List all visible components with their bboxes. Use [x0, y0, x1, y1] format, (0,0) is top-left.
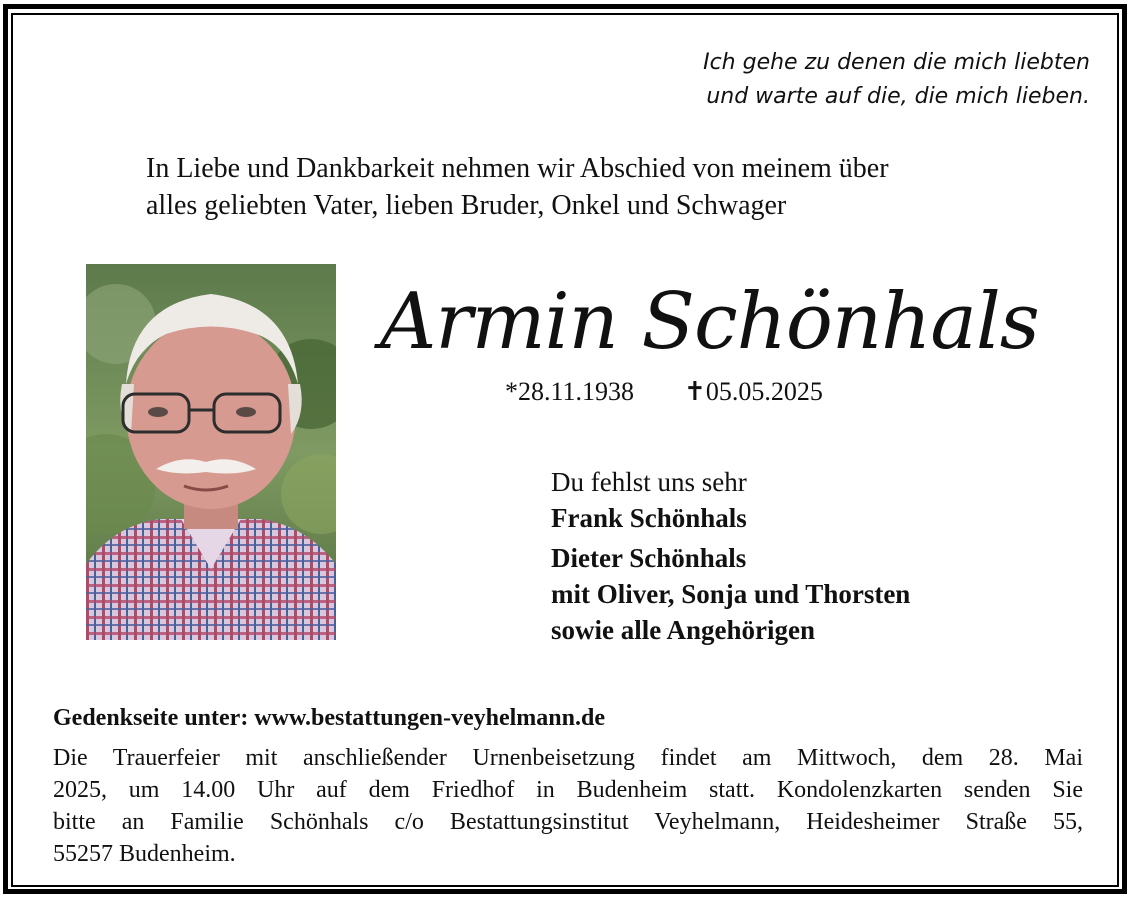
intro-line-1: In Liebe und Dankbarkeit nehmen wir Abschied von meinem über [146, 153, 889, 184]
memorial-page-link: Gedenkseite unter: www.bestattungen-veyhelmann.de [53, 705, 605, 731]
intro-text [146, 150, 1046, 224]
motto-line-2: und warte auf die, die mich lieben. [706, 84, 1090, 109]
service-line-4: 55257 Budenheim. [53, 841, 236, 867]
deceased-name: Armin Schönhals [380, 277, 1039, 367]
life-dates [505, 376, 823, 408]
service-line-1: Die Trauerfeier mit anschließender Urnenbeisetzung findet am Mittwoch, dem 28. Mai [53, 745, 1083, 771]
motto-line-1: Ich gehe zu denen die mich liebten [703, 50, 1090, 75]
birth-date: *28.11.1938 [505, 377, 635, 406]
mourner-name: Dieter Schönhals [551, 543, 747, 573]
mourner-name: sowie alle Angehörigen [551, 615, 815, 645]
mourners-block [551, 464, 1051, 648]
intro-line-2: alles geliebten Vater, lieben Bruder, Onkel und Schwager [146, 190, 787, 221]
mourner-name: Frank Schönhals [551, 503, 747, 533]
service-line-3: bitte an Familie Schönhals c/o Bestattungsinstitut Veyhelmann, Heidesheimer Straße 55, [53, 809, 1083, 835]
portrait-photo [86, 264, 336, 640]
service-details [53, 742, 1083, 870]
service-line-2: 2025, um 14.00 Uhr auf dem Friedhof in Budenheim statt. Kondolenzkarten senden Sie [53, 777, 1083, 803]
mourners-greeting: Du fehlst uns sehr [551, 467, 747, 497]
death-date: ✝05.05.2025 [684, 377, 823, 406]
mourner-name: mit Oliver, Sonja und Thorsten [551, 579, 911, 609]
motto-quote [600, 46, 1090, 114]
